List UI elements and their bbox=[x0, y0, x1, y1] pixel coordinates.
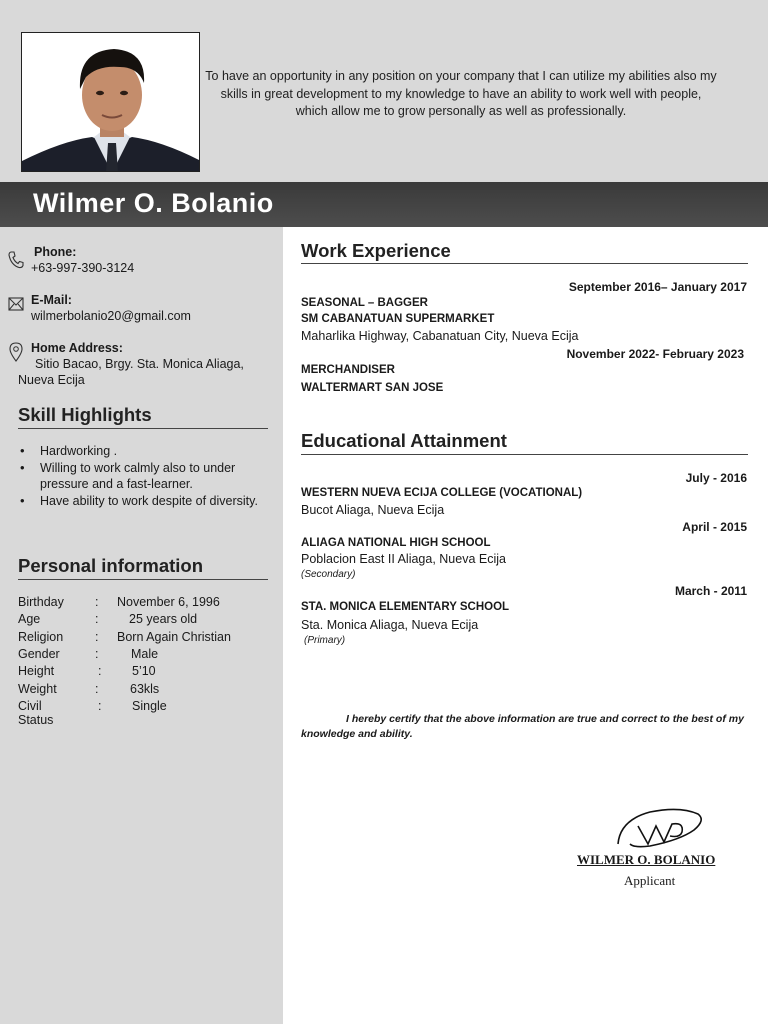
info-value: November 6, 1996 bbox=[117, 595, 220, 609]
email-icon bbox=[8, 296, 24, 312]
info-separator: : bbox=[95, 682, 99, 696]
education-divider bbox=[301, 454, 748, 455]
school-level: (Primary) bbox=[304, 635, 346, 646]
school-level: (Secondary) bbox=[301, 569, 356, 580]
job-position: MERCHANDISER bbox=[301, 364, 395, 376]
location-pin-icon bbox=[9, 342, 23, 362]
school-date: March - 2011 bbox=[674, 584, 747, 598]
work-experience-title: Work Experience bbox=[301, 240, 451, 261]
info-value: Male bbox=[131, 647, 159, 661]
work-divider bbox=[301, 263, 748, 264]
info-value: Single bbox=[132, 699, 167, 713]
info-separator: : bbox=[95, 630, 99, 644]
personal-info-title: Personal information bbox=[18, 555, 204, 576]
signature-role: Applicant bbox=[624, 873, 676, 888]
info-key: Gender bbox=[18, 647, 60, 661]
info-value: 25 years old bbox=[129, 612, 198, 626]
job-date: September 2016– January 2017 bbox=[568, 280, 747, 294]
info-value: 5’10 bbox=[132, 664, 156, 678]
info-key: Birthday bbox=[18, 595, 64, 609]
email-address: wilmerbolanio20@gmail.com bbox=[31, 309, 191, 323]
info-key: Religion bbox=[18, 630, 64, 644]
signature-mark bbox=[610, 806, 710, 854]
career-objective: To have an opportunity in any position on your company that I can utilize my abilities also my skills in great development to my knowledge to have an ability to work well with people, which allow me to grow personally as well as professionally. bbox=[205, 69, 717, 118]
school-date: July - 2016 bbox=[685, 471, 747, 485]
job-date: November 2022- February 2023 bbox=[566, 347, 744, 361]
job-position: SEASONAL – BAGGER bbox=[301, 297, 428, 309]
phone-number: +63-997-390-3124 bbox=[31, 261, 135, 275]
info-value: Born Again Christian bbox=[117, 630, 231, 644]
profile-photo bbox=[21, 32, 200, 172]
education-title: Educational Attainment bbox=[301, 430, 507, 451]
info-key: Height bbox=[18, 664, 55, 678]
applicant-name: Wilmer O. Bolanio bbox=[33, 188, 274, 218]
list-item: • Hardworking . bbox=[18, 443, 270, 460]
skills-divider bbox=[18, 428, 268, 429]
school-name: WESTERN NUEVA ECIJA COLLEGE (VOCATIONAL) bbox=[301, 487, 583, 499]
job-company: WALTERMART SAN JOSE bbox=[301, 382, 444, 394]
email-label: E-Mail: bbox=[31, 293, 72, 307]
school-name: ALIAGA NATIONAL HIGH SCHOOL bbox=[301, 537, 491, 549]
skills-list bbox=[18, 443, 270, 509]
job-address: Maharlika Highway, Cabanatuan City, Nueva Ecija bbox=[301, 329, 579, 343]
certification-statement: I hereby certify that the above information are true and correct to the best of my knowledge and ability. bbox=[301, 713, 744, 740]
skills-title: Skill Highlights bbox=[18, 404, 152, 425]
address-label: Home Address: bbox=[31, 341, 123, 355]
info-key: Age bbox=[18, 612, 41, 626]
signature-name: WILMER O. BOLANIO bbox=[577, 852, 716, 867]
address-line-1: Sitio Bacao, Brgy. Sta. Monica Aliaga, bbox=[35, 357, 244, 371]
address-line-2: Nueva Ecija bbox=[18, 373, 85, 387]
school-date: April - 2015 bbox=[682, 520, 747, 534]
info-separator: : bbox=[95, 612, 99, 626]
phone-icon bbox=[8, 251, 24, 269]
info-separator: : bbox=[98, 699, 102, 713]
info-key: Weight bbox=[18, 682, 57, 696]
info-separator: : bbox=[95, 595, 99, 609]
name-bar bbox=[0, 182, 768, 227]
info-separator: : bbox=[95, 647, 99, 661]
info-value: 63kls bbox=[130, 682, 160, 696]
school-address: Bucot Aliaga, Nueva Ecija bbox=[301, 503, 445, 517]
info-separator: : bbox=[98, 664, 102, 678]
phone-label: Phone: bbox=[34, 245, 77, 259]
list-item: • Have ability to work despite of diversity. bbox=[18, 493, 270, 510]
personal-info-divider bbox=[18, 579, 268, 580]
list-item: • Willing to work calmly also to under pressure and a fast-learner. bbox=[18, 460, 270, 493]
school-address: Poblacion East II Aliaga, Nueva Ecija bbox=[301, 552, 506, 566]
info-key: Civil Status bbox=[18, 699, 54, 727]
school-address: Sta. Monica Aliaga, Nueva Ecija bbox=[301, 618, 479, 632]
job-company: SM CABANATUAN SUPERMARKET bbox=[301, 313, 495, 325]
school-name: STA. MONICA ELEMENTARY SCHOOL bbox=[301, 601, 510, 613]
